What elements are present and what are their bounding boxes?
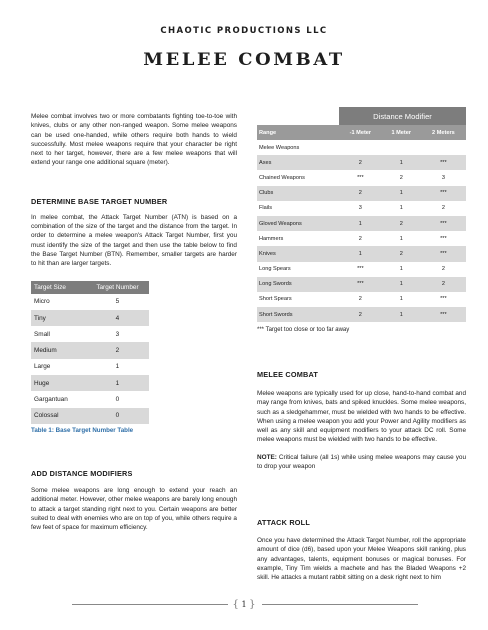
table-cell: Flails xyxy=(259,205,273,212)
table-row xyxy=(31,408,149,424)
table-cell: 2 xyxy=(86,342,149,358)
table-cell: 1 xyxy=(399,296,403,303)
table-cell: Short Swords xyxy=(257,307,339,322)
table-cell: Clubs xyxy=(257,186,339,201)
footer-divider-left xyxy=(72,604,228,605)
table-cell: 2 xyxy=(339,155,382,170)
table-cell: Gargantuan xyxy=(34,395,68,403)
table-cell: Medium xyxy=(31,342,86,358)
base-target-heading: DETERMINE BASE TARGET NUMBER xyxy=(31,196,168,206)
attack-section xyxy=(257,518,466,582)
table-cell: 1 xyxy=(339,216,382,231)
table-cell: Long Spears xyxy=(259,266,291,273)
attack-heading: ATTACK ROLL xyxy=(257,518,310,527)
table-cell: 1 xyxy=(382,307,421,322)
section-label: Melee Weapons xyxy=(259,144,300,151)
table-cell: 1 xyxy=(399,235,403,242)
table-cell: Knives xyxy=(257,246,339,261)
table-cell: 3 xyxy=(115,330,120,338)
melee-note xyxy=(257,453,466,472)
table-cell: 5 xyxy=(115,298,120,306)
page-title: MELEE COMBAT xyxy=(143,50,345,70)
table-cell: 3 xyxy=(441,174,445,181)
table-cell: 2 xyxy=(382,216,421,231)
table-cell: Axes xyxy=(257,155,339,170)
table-cell: 1 xyxy=(382,277,421,292)
table-cell: *** xyxy=(440,296,447,303)
table-cell: 1 xyxy=(382,186,421,201)
table-cell: Chained Weapons xyxy=(259,174,305,181)
table-row xyxy=(257,216,466,231)
table-header-row xyxy=(257,125,466,140)
table-cell: Long Swords xyxy=(257,277,339,292)
table-row xyxy=(257,277,466,292)
table-cell: *** xyxy=(421,216,466,231)
table-cell: 2 xyxy=(421,277,466,292)
left-brace-icon: { xyxy=(232,599,239,610)
base-target-paragraph: In melee combat, the Attack Target Number (ATN) is based on a combination of the size of the target and the distance from the target. In order to determine a melee weapon's Attack Target Number, first you must identify the size of the target and then use the table below to find the Base Target Number (BTN). Remember, smaller targets are harder to hit than are larger targets. xyxy=(31,213,237,268)
table-cell: 0 xyxy=(86,408,149,424)
table-row xyxy=(257,292,466,307)
table-row xyxy=(257,201,466,216)
distance-heading: ADD DISTANCE MODIFIERS xyxy=(31,468,133,478)
table-cell: Colossal xyxy=(31,408,86,424)
table-cell: *** xyxy=(421,246,466,261)
table-cell: 1 xyxy=(339,246,382,261)
table-row xyxy=(31,375,149,391)
table-cell: Short Spears xyxy=(259,296,292,303)
table-header-cell: Target Number xyxy=(86,281,149,294)
note-label: NOTE: xyxy=(257,453,277,461)
target-size-table xyxy=(31,281,149,424)
table-header-row xyxy=(31,281,149,294)
table-cell: *** xyxy=(421,186,466,201)
table-cell: 1 xyxy=(115,363,120,371)
table-row xyxy=(257,155,466,170)
table-cell: *** xyxy=(339,277,382,292)
table-cell: *** xyxy=(357,174,364,181)
page-number-text: 1 xyxy=(241,600,247,609)
table-cell: 1 xyxy=(399,205,403,212)
table-cell: 0 xyxy=(115,395,120,403)
table-footnote: *** Target too close or too far away xyxy=(257,327,350,334)
table-cell: Large xyxy=(34,363,51,371)
table-cell: Gloved Weapons xyxy=(257,216,339,231)
table-cell: Huge xyxy=(31,375,86,391)
table-cell: Hammers xyxy=(259,235,284,242)
table-row xyxy=(257,231,466,246)
table-header-cell: Range xyxy=(257,125,339,140)
table-cell: 2 xyxy=(358,296,362,303)
left-column xyxy=(31,112,237,532)
table-cell: 1 xyxy=(399,266,403,273)
table-cell: Small xyxy=(34,330,50,338)
melee-paragraph: Melee weapons are typically used for up close, hand-to-hand combat and may range from knives, bats and spiked knuckles. Some melee weapons, such as a sledgehammer, must be wielded with two hands to be effective. When using a melee weapon you add your Power and Agility modifiers as well as any skill and equipment modifiers to your attack DC roll. Some melee weapons must be wielded with two hands to be effective. xyxy=(257,390,466,444)
table-row xyxy=(31,342,149,358)
table-cell: *** xyxy=(440,235,447,242)
right-brace-icon: } xyxy=(249,599,256,610)
melee-heading: MELEE COMBAT xyxy=(257,370,319,379)
table-row xyxy=(31,359,149,375)
table-header-cell: 1 Meter xyxy=(382,125,421,140)
table-cell: 1 xyxy=(86,375,149,391)
company-name: CHAOTIC PRODUCTIONS LLC xyxy=(160,26,328,36)
table-cell: 2 xyxy=(382,246,421,261)
table-header-cell: Target Size xyxy=(31,281,86,294)
table-row xyxy=(257,186,466,201)
page-number xyxy=(232,597,256,613)
table-row xyxy=(31,310,149,326)
table-cell: 4 xyxy=(86,310,149,326)
note-text: Critical failure (all 1s) while using melee weapons may cause you to drop your weapon xyxy=(257,453,466,471)
table-cell: 1 xyxy=(382,155,421,170)
distance-table-block xyxy=(257,107,466,333)
table-cell: 2 xyxy=(339,186,382,201)
table-cell: 3 xyxy=(358,205,362,212)
table-header-cell: -1 Meter xyxy=(339,125,382,140)
table-cell: 2 xyxy=(358,235,362,242)
table-row xyxy=(257,170,466,185)
table-row xyxy=(31,391,149,407)
distance-modifier-table xyxy=(257,107,466,322)
table-cell: Micro xyxy=(34,298,50,306)
table-row xyxy=(257,246,466,261)
footer-divider-right xyxy=(262,604,418,605)
table-row xyxy=(31,294,149,310)
table-cell: 2 xyxy=(441,266,445,273)
table-row xyxy=(257,307,466,322)
table-cell: 2 xyxy=(339,307,382,322)
distance-paragraph: Some melee weapons are long enough to extend your reach an additional meter. However, other melee weapons are barely long enough to attack a target standing right next to you. Certain weapons are better suited to deal with enemies who are on top of you, while others require a few feet of space for maximum efficiency. xyxy=(31,486,237,532)
table-section-row xyxy=(257,140,466,155)
table-cell: 2 xyxy=(399,174,403,181)
melee-section xyxy=(257,370,466,471)
table-title-row xyxy=(257,107,466,125)
table-cell: *** xyxy=(421,155,466,170)
table-cell: *** xyxy=(421,307,466,322)
table-cell: Tiny xyxy=(31,310,86,326)
attack-paragraph: Once you have determined the Attack Target Number, roll the appropriate amount of dice (d6), based upon your Melee Weapons skill ranking, plus any advantages, talents, equipment bonuses or magical bonuses. For example, Tiny Tim wields a machete and has the Bladed Weapons +2 skill. He attacks a mutant rabbit sitting on a desk right next to him xyxy=(257,537,466,582)
table-title: Distance Modifier xyxy=(339,107,466,125)
table-cell: 2 xyxy=(441,205,445,212)
table-caption: Table 1: Base Target Number Table xyxy=(31,426,134,434)
table-row xyxy=(31,326,149,342)
table-header-cell: 2 Meters xyxy=(421,125,466,140)
table-row xyxy=(257,262,466,277)
table-cell: *** xyxy=(357,266,364,273)
intro-paragraph: Melee combat involves two or more combatants fighting toe-to-toe with knives, clubs or any other non-ranged weapon. Some melee weapons can be used one-handed, while others require both hands to wield successfully. Most melee weapons require that your character be right next to her target, however, there are a few melee weapons that will extend your range one additional square (meter). xyxy=(31,113,237,167)
